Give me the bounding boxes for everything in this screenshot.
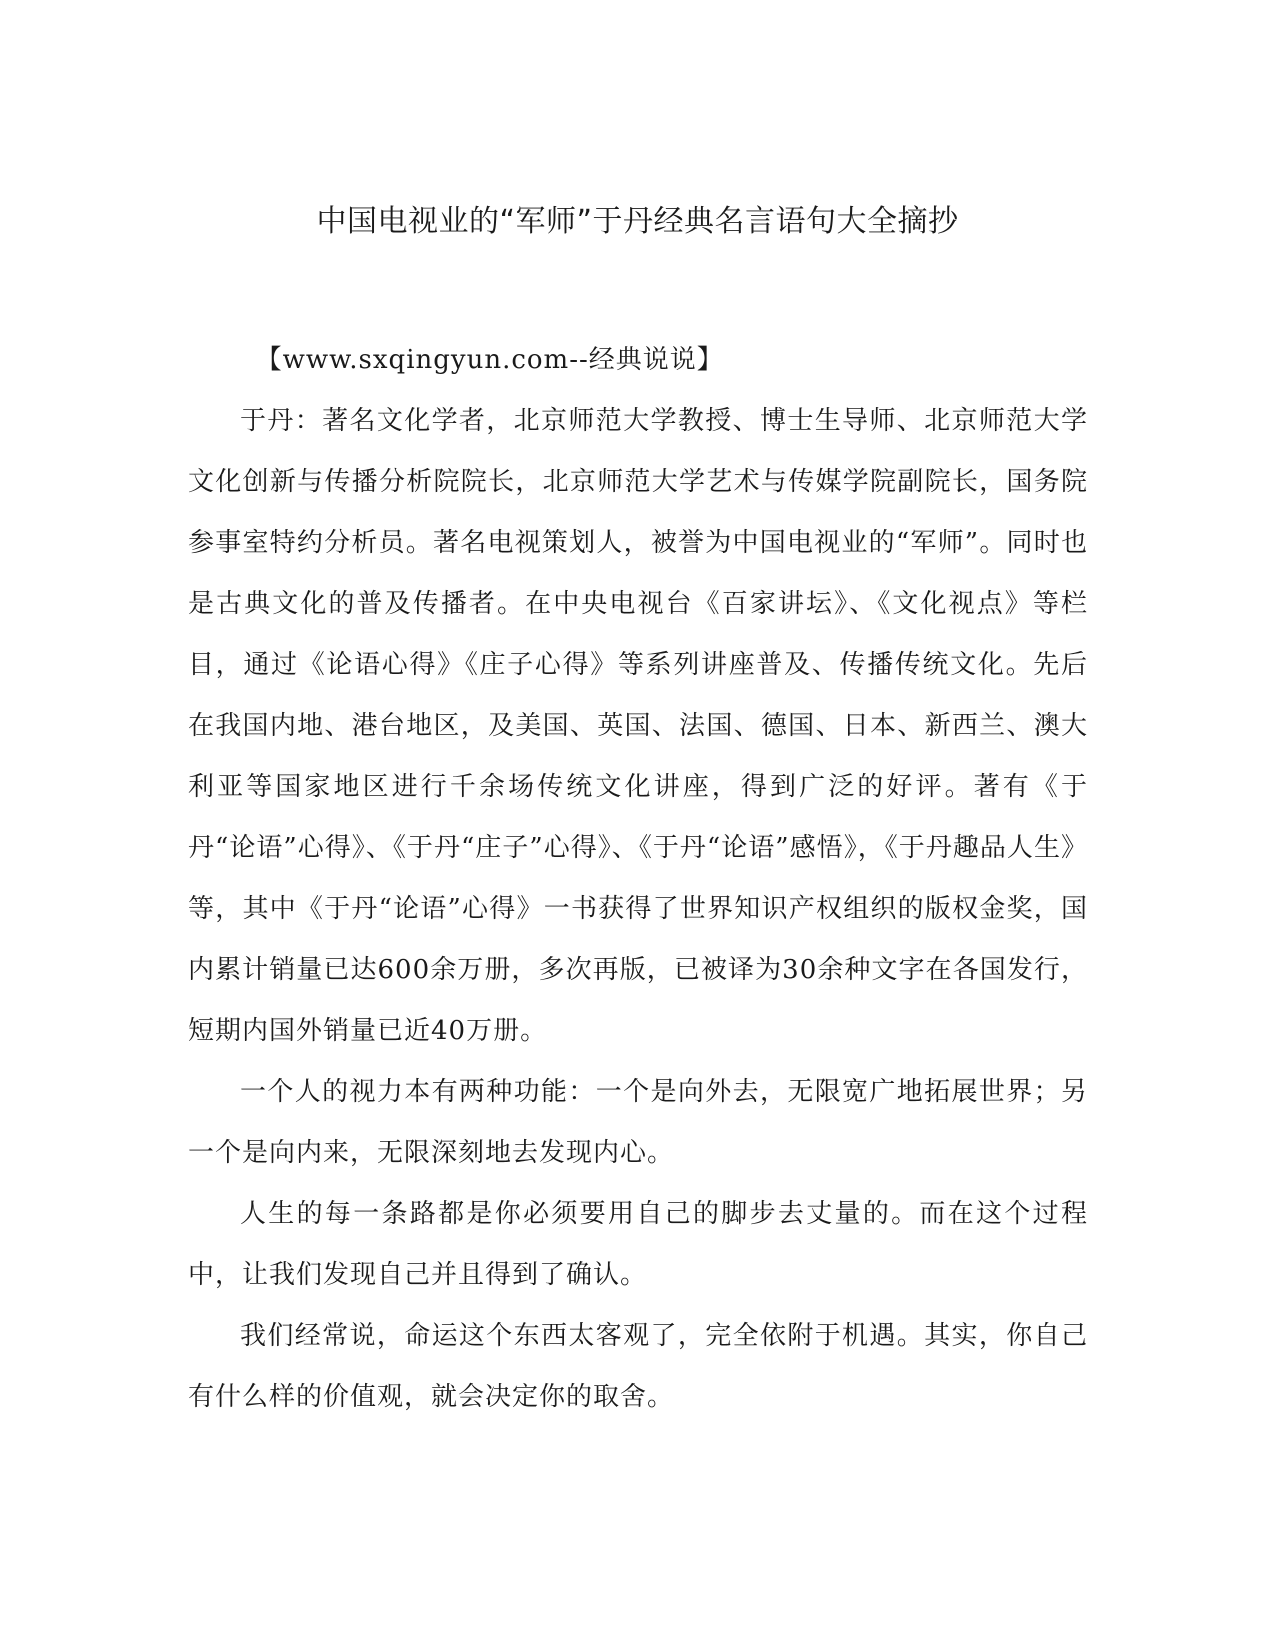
document-body	[188, 330, 1088, 1428]
paragraph-quote-vision: 一个人的视力本有两种功能：一个是向外去，无限宽广地拓展世界；另一个是向内来，无限深刻地去发现内心。	[188, 1077, 1088, 1168]
paragraph-quote-path: 人生的每一条路都是你必须要用自己的脚步去丈量的。而在这个过程中，让我们发现自己并且得到了确认。	[188, 1199, 1088, 1290]
paragraph-biography: 于丹：著名文化学者，北京师范大学教授、博士生导师、北京师范大学文化创新与传播分析院院长，北京师范大学艺术与传媒学院副院长，国务院参事室特约分析员。著名电视策划人，被誉为中国电视业的“军师”。同时也是古典文化的普及传播者。在中央电视台《百家讲坛》、《文化视点》等栏目，通过《论语心得》《庄子心得》等系列讲座普及、传播传统文化。先后在我国内地、港台地区，及美国、英国、法国、德国、日本、新西兰、澳大利亚等国家地区进行千余场传统文化讲座，得到广泛的好评。著有《于丹“论语”心得》、《于丹“庄子”心得》、《于丹“论语”感悟》，《于丹趣品人生》等，其中《于丹“论语”心得》一书获得了世界知识产权组织的版权金奖，国内累计销量已达600余万册，多次再版，已被译为30余种文字在各国发行，短期内国外销量已近40万册。	[188, 406, 1088, 1046]
paragraph-quote-fate: 我们经常说，命运这个东西太客观了，完全依附于机遇。其实，你自己有什么样的价值观，就会决定你的取舍。	[188, 1321, 1088, 1412]
document-title: 中国电视业的“军师”于丹经典名言语句大全摘抄	[316, 204, 959, 239]
source-tag: 【www.sxqingyun.com--经典说说】	[255, 345, 724, 375]
